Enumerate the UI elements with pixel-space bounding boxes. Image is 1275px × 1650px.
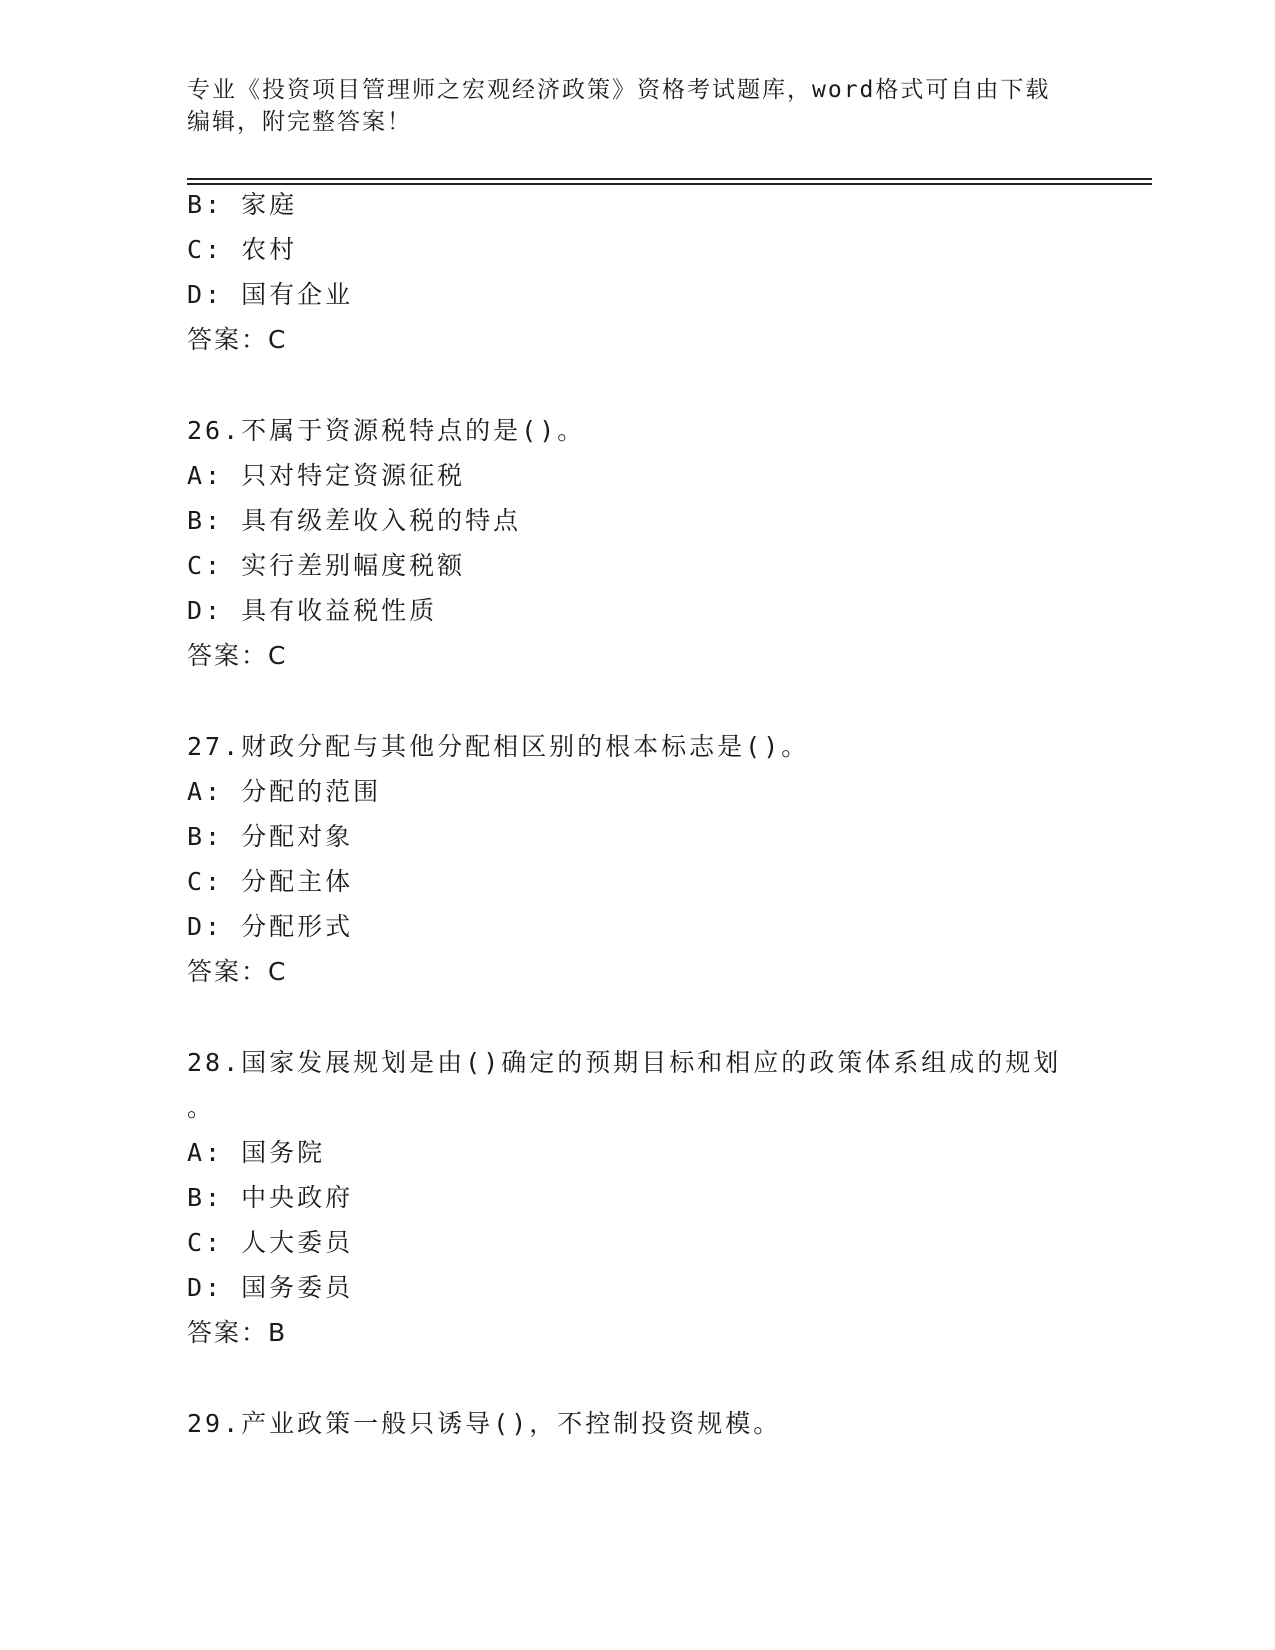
- option-d: D: 国有企业: [187, 280, 354, 309]
- option-c: C: 农村: [187, 235, 298, 264]
- option-d: D: 分配形式: [187, 912, 354, 941]
- answer: 答案：C: [187, 957, 288, 986]
- question-stem: 26.不属于资源税特点的是()。: [187, 416, 586, 445]
- option-b: B: 分配对象: [187, 822, 354, 851]
- answer: 答案：C: [187, 325, 288, 354]
- option-d: D: 具有收益税性质: [187, 596, 438, 625]
- option-c: C: 人大委员: [187, 1228, 354, 1257]
- question-stem: 29.产业政策一般只诱导()，不控制投资规模。: [187, 1409, 782, 1438]
- option-b: B: 家庭: [187, 190, 298, 219]
- question-stem: 27.财政分配与其他分配相区别的根本标志是()。: [187, 732, 810, 761]
- option-c: C: 实行差别幅度税额: [187, 551, 466, 580]
- header-divider-top: [187, 178, 1152, 180]
- answer: 答案：C: [187, 641, 288, 670]
- option-b: B: 具有级差收入税的特点: [187, 506, 522, 535]
- header-divider-bottom: [187, 183, 1152, 185]
- question-stem-continuation: 。: [187, 1093, 216, 1122]
- option-c: C: 分配主体: [187, 867, 354, 896]
- answer: 答案：B: [187, 1318, 288, 1347]
- option-a: A: 只对特定资源征税: [187, 461, 466, 490]
- question-stem: 28.国家发展规划是由()确定的预期目标和相应的政策体系组成的规划: [187, 1048, 1062, 1077]
- option-a: A: 分配的范围: [187, 777, 382, 806]
- option-b: B: 中央政府: [187, 1183, 354, 1212]
- option-a: A: 国务院: [187, 1138, 326, 1167]
- document-header: 专业《投资项目管理师之宏观经济政策》资格考试题库，word格式可自由下载编辑，附完整答案！: [187, 77, 1051, 135]
- option-d: D: 国务委员: [187, 1273, 354, 1302]
